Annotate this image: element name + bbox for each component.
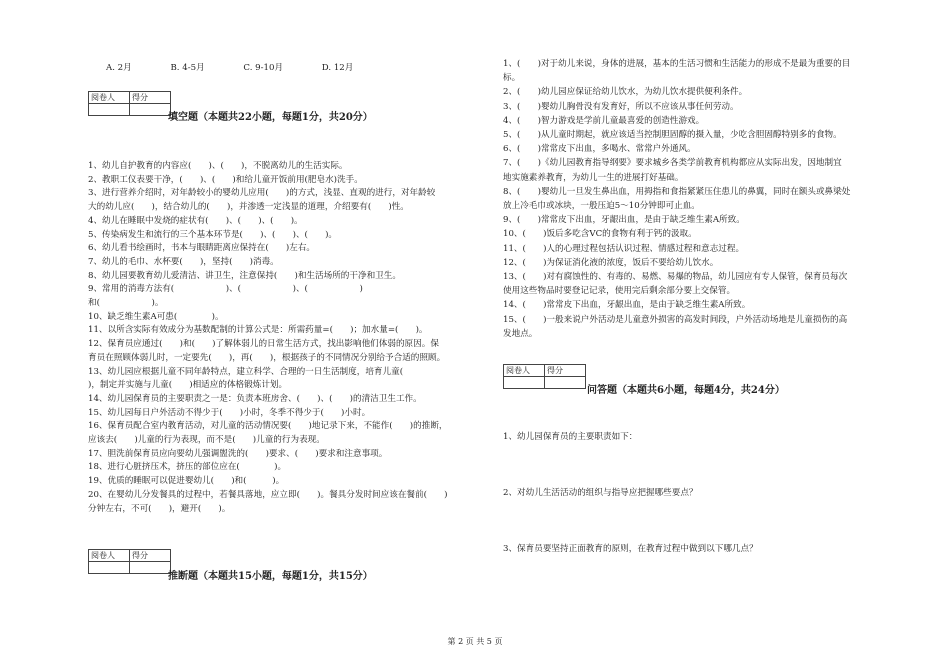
judge-question-line: 6、( )常常皮下出血，多喝水、常常户外通风。	[503, 144, 696, 155]
score-box	[88, 549, 171, 574]
fill-question-line: 14、幼儿园保育员的主要职责之一是：负责本班房舍、( )、( )的清洁卫生工作。	[88, 393, 422, 404]
option-a: A. 2月	[106, 63, 132, 73]
judge-question-line: 4、( )智力游戏是学前儿童最喜爱的创造性游戏。	[503, 115, 705, 126]
fill-question-line: 3、进行营养介绍时，对年龄较小的婴幼儿应用( )的方式，浅显、直观的进行，对年龄较	[88, 188, 436, 199]
judge-question-line: 2、( )幼儿园应保证给幼儿饮水，为幼儿饮水提供便利条件。	[503, 87, 748, 98]
page-footer: 第 2 页 共 5 页	[447, 637, 503, 646]
reviewer-label: 阅卷人	[89, 92, 130, 104]
judge-question-line: 15、( )一般来说户外活动是儿童意外损害的高发时间段，户外活动场地是儿童损伤的高	[503, 314, 848, 325]
judge-question-line: 13、( )对有腐蚀性的、有毒的、易燃、易爆的物品，幼儿园应有专人保管，保育员每次	[503, 272, 848, 282]
judge-question-line: 标。	[503, 73, 521, 84]
judge-question-line: 12、( )为保证消化液的浓度，饭后不要给幼儿饮水。	[503, 257, 719, 268]
fill-question-line: 大的幼儿应( )，结合幼儿的( )，并渗透一定浅显的道理，介绍要有( )性。	[88, 202, 409, 213]
score-label: 得分	[130, 92, 171, 104]
fill-question-line: 1、幼儿自护教育的内容应( )、( )，不脱离幼儿的生活实际。	[88, 161, 348, 171]
fill-question-line: 分钟左右，不可( )，避开( )。	[88, 503, 231, 514]
fill-question-line: 20、在婴幼儿分发餐具的过程中，若餐具落地，应立即( )。餐具分发时间应该在餐前( )	[88, 489, 448, 500]
judge-question-line: 3、( )婴幼儿胸骨没有发育好，所以不应该从事任何劳动。	[503, 101, 739, 112]
fill-section-title: 填空题（本题共22小题，每题1分，共20分）	[168, 112, 373, 123]
judge-question-line: 发地点。	[503, 328, 538, 339]
score-label: 得分	[130, 550, 171, 562]
fill-question-line: 4、幼儿在睡眠中发烧的症状有( )、( )、( )。	[88, 215, 303, 226]
judge-question-line: 1、( )对于幼儿来说，身体的进展，基本的生活习惯和生活能力的形成不是最为重要的目	[503, 59, 851, 69]
fill-question-line: 育员在照顾体弱儿时，一定要先( )，再( )，根据孩子的不同情况分别给予合适的照顾。	[88, 352, 446, 363]
fill-question-line: 18、进行心脏挤压术，挤压的部位应在( )。	[88, 462, 287, 473]
score-cell[interactable]	[545, 377, 586, 389]
score-box	[88, 91, 171, 116]
judge-question-line: 放上冷毛巾或冰块，一般压迫5～10分钟即可止血。	[503, 201, 700, 211]
score-label: 得分	[545, 365, 586, 377]
fill-question-line: 16、保育员配合室内教育活动，对儿童的活动情况要( )地记录下来，不能作( )的推断，	[88, 421, 448, 432]
qa-question-1: 1、幼儿园保育员的主要职责如下：	[503, 432, 638, 442]
fill-question-line: 15、幼儿园每日户外活动不得少于( )小时，冬季不得少于( )小时。	[88, 407, 371, 418]
fill-question-line: 9、常用的消毒方法有( )、( )、( )	[88, 284, 363, 295]
score-cell[interactable]	[130, 562, 171, 574]
reviewer-cell[interactable]	[89, 104, 130, 116]
fill-question-line: 6、幼儿看书绘画时，书本与眼睛距离应保持在( )左右。	[88, 243, 316, 254]
judge-question-line: 5、( )从儿童时期起，就应该适当控制胆固醇的摄入量，少吃含胆固醇特别多的食物。	[503, 130, 842, 140]
options-row	[106, 61, 389, 73]
fill-question-line: 10、缺乏维生素A可患( )。	[88, 311, 224, 322]
fill-question-line: 2、教职工仪表要干净，( )、( )和给儿童开饭前用(肥皂水)洗手。	[88, 174, 363, 185]
judge-question-line: 使用这些物品时要登记记录，使用完后剩余部分要上交保管。	[503, 286, 736, 297]
score-box	[503, 364, 586, 389]
option-c: C. 9-10月	[243, 63, 284, 73]
fill-question-line: 17、胆洗前保育员应向要幼儿强调盥洗的( )要求、( )要求和注意事项。	[88, 448, 388, 459]
fill-question-line: 应该去( )儿童的行为表现，而不是( )儿童的行为表现。	[88, 435, 325, 445]
judge-question-line: 地实施素养教育，为幼儿一生的进展打好基础。	[503, 172, 684, 183]
qa-question-3: 3、保育员要坚持正面教育的原则，在教育过程中做到以下哪几点？	[503, 544, 758, 554]
score-cell[interactable]	[130, 104, 171, 116]
option-d: D. 12月	[321, 63, 354, 73]
fill-question-line: 13、幼儿园应根据儿童不同年龄特点，建立科学、合理的一日生活制度，培育儿童(	[88, 366, 421, 377]
judge-question-line: 10、( )饭后多吃含VC的食物有利于钙的汲取。	[503, 229, 697, 240]
reviewer-cell[interactable]	[89, 562, 130, 574]
fill-question-line: 8、幼儿园要教育幼儿爱清洁、讲卫生，注意保持( )和生活场所的干净和卫生。	[88, 270, 401, 281]
fill-question-line: 5、传染病发生和流行的三个基本环节是( )、( )、( )。	[88, 229, 338, 240]
judge-question-line: 9、( )常常皮下出血，牙龈出血，是由于缺乏维生素A所致。	[503, 215, 745, 226]
qa-question-2: 2、对幼儿生活活动的组织与指导应把握哪些要点？	[503, 488, 698, 498]
qa-section-title: 问答题（本题共6小题，每题4分，共24分）	[587, 385, 785, 396]
reviewer-cell[interactable]	[504, 377, 545, 389]
reviewer-label: 阅卷人	[89, 550, 130, 562]
fill-question-line: 7、幼儿的毛巾、水杯要( )，坚持( )消毒。	[88, 256, 279, 267]
judge-section-title: 推断题（本题共15小题，每题1分，共15分）	[168, 571, 373, 582]
fill-question-line: 11、以所含实际有效成分为基数配制的计算公式是：所需药量=( )；加水量=( )。	[88, 325, 428, 336]
judge-question-line: 7、( )《幼儿园教育指导纲要》要求城乡各类学前教育机构都应从实际出发，因地制宜	[503, 158, 842, 169]
judge-question-line: 14、( )常常皮下出血，牙龈出血，是由于缺乏维生素A所致。	[503, 300, 751, 311]
reviewer-label: 阅卷人	[504, 365, 545, 377]
fill-question-line: )，制定并实施与儿童( )相适应的体格锻炼计划。	[88, 380, 288, 391]
option-b: B. 4-5月	[170, 63, 205, 73]
judge-question-line: 11、( )人的心理过程包括认识过程、情感过程和意志过程。	[503, 243, 745, 254]
fill-question-line: 12、保育员应通过( )和( )了解体弱儿的日常生活方式，找出影响他们体弱的原因。保	[88, 339, 439, 350]
fill-question-line: 19、优质的睡眠可以促进婴幼儿( )和( )。	[88, 476, 285, 487]
judge-question-line: 8、( )婴幼儿一旦发生鼻出血，用拇指和食指紧紧压住患儿的鼻翼，同时在额头或鼻梁处	[503, 186, 851, 197]
fill-question-line: 和( )。	[88, 298, 164, 308]
